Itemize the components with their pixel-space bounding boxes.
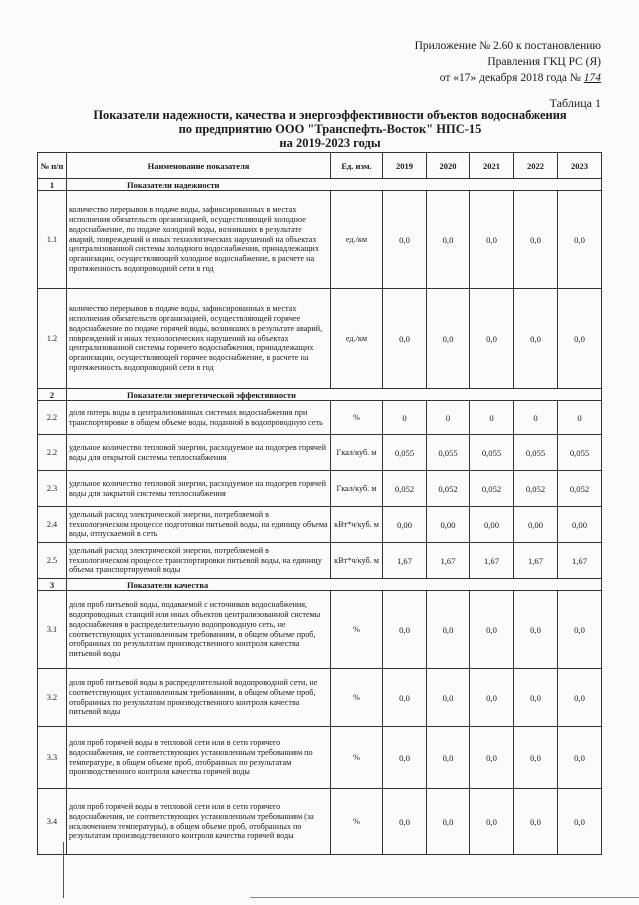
table-row — [38, 669, 602, 727]
table-row — [38, 591, 602, 669]
appendix-header — [415, 38, 601, 86]
row-value: 0,00 — [558, 507, 602, 543]
row-value: 0,0 — [514, 789, 558, 855]
header-num: № п/п — [38, 153, 67, 179]
row-value: 0,0 — [383, 727, 427, 789]
row-value: 0 — [558, 401, 602, 435]
row-value: 1,67 — [470, 543, 514, 579]
scan-edge-line — [63, 842, 64, 898]
row-value: 0,052 — [470, 471, 514, 507]
row-name: удельное количество тепловой энергии, расходуемое на подогрев горячей воды для открытой системы теплоснабжения — [67, 435, 331, 471]
title-line-2: по предприятию ООО "Транспефть-Восток" НПС-15 — [178, 122, 482, 136]
row-num: 2.2 — [38, 401, 67, 435]
row-unit: кВт*ч/куб. м — [331, 543, 383, 579]
header-year: 2023 — [558, 153, 602, 179]
section-num: 2 — [38, 389, 67, 401]
row-value: 0,0 — [514, 591, 558, 669]
row-value: 0,0 — [427, 191, 470, 289]
row-value: 0,0 — [427, 289, 470, 389]
table-row — [38, 789, 602, 855]
row-value: 0,0 — [470, 289, 514, 389]
row-num: 3.1 — [38, 591, 67, 669]
table-label: Таблица 1 — [549, 96, 601, 110]
row-num: 2.3 — [38, 471, 67, 507]
row-value: 0,0 — [427, 669, 470, 727]
indicators-table — [37, 152, 602, 855]
row-value: 0,0 — [470, 669, 514, 727]
row-value: 0,055 — [383, 435, 427, 471]
header-year: 2022 — [514, 153, 558, 179]
row-value: 1,67 — [514, 543, 558, 579]
table-row — [38, 727, 602, 789]
row-value: 0,0 — [427, 727, 470, 789]
row-value: 0 — [427, 401, 470, 435]
scan-edge-line — [250, 897, 639, 898]
row-value: 0,0 — [514, 669, 558, 727]
row-unit: кВт*ч/куб. м — [331, 507, 383, 543]
row-value: 0,0 — [558, 669, 602, 727]
row-name: доля потерь воды в централизованных системах водоснабжения при транспортировке в общем объеме воды, поданной в водопроводную сеть — [67, 401, 331, 435]
appendix-number: 174 — [583, 72, 601, 84]
row-num: 2.2 — [38, 435, 67, 471]
row-value: 0 — [514, 401, 558, 435]
title-line-1: Показатели надежности, качества и энергоэффективности объектов водоснабжения — [93, 108, 567, 122]
row-value: 0,0 — [470, 789, 514, 855]
table-row — [38, 543, 602, 579]
section-row — [38, 389, 602, 401]
section-row — [38, 579, 602, 591]
table-row — [38, 435, 602, 471]
table-row — [38, 507, 602, 543]
row-num: 3.3 — [38, 727, 67, 789]
appendix-line-2: Правления ГКЦ РС (Я) — [487, 56, 601, 68]
row-value: 0,052 — [514, 471, 558, 507]
row-value: 0,0 — [514, 727, 558, 789]
row-value: 0 — [470, 401, 514, 435]
row-num: 1.2 — [38, 289, 67, 389]
table-header-row — [38, 153, 602, 179]
row-num: 3.4 — [38, 789, 67, 855]
title-line-3: на 2019-2023 годы — [279, 136, 381, 150]
row-unit: % — [331, 591, 383, 669]
row-value: 0,0 — [470, 727, 514, 789]
row-value: 0,055 — [427, 435, 470, 471]
row-value: 0,0 — [558, 289, 602, 389]
row-value: 0,0 — [470, 191, 514, 289]
table-row — [38, 401, 602, 435]
row-unit: ед./км — [331, 289, 383, 389]
table-row — [38, 471, 602, 507]
row-value: 0,0 — [558, 727, 602, 789]
row-num: 1.1 — [38, 191, 67, 289]
section-name: Показатели качества — [67, 579, 602, 591]
row-value: 0,0 — [558, 591, 602, 669]
row-value: 0,0 — [383, 789, 427, 855]
row-value: 1,67 — [427, 543, 470, 579]
row-value: 0,0 — [383, 591, 427, 669]
row-value: 0,0 — [383, 289, 427, 389]
row-value: 0,052 — [427, 471, 470, 507]
appendix-line-3 — [415, 70, 601, 86]
row-unit: Гкал/куб. м — [331, 435, 383, 471]
row-num: 3.2 — [38, 669, 67, 727]
row-value: 0 — [383, 401, 427, 435]
section-name: Показатели энергетической эффективности — [67, 389, 602, 401]
section-num: 3 — [38, 579, 67, 591]
row-value: 1,67 — [383, 543, 427, 579]
row-unit: % — [331, 789, 383, 855]
row-name: доля проб питьевой воды в распределительной водопроводной сети, не соответствующих установленным требованиям, в общем объеме проб, отобранных по результатам производственного контроля качества питьевой воды — [67, 669, 331, 727]
appendix-date: от «17» декабря 2018 года № — [439, 72, 581, 84]
row-name: доля проб горячей воды в тепловой сети или в сети горячего водоснабжения, не соответствующих установленным требованиям (за исключением температуры), в общем объеме проб, отобранных по результатам производственного контроля качества горячей воды — [67, 789, 331, 855]
row-unit: % — [331, 727, 383, 789]
row-value: 0,0 — [383, 191, 427, 289]
table-body — [38, 179, 602, 855]
section-num: 1 — [38, 179, 67, 191]
row-name: удельный расход электрической энергии, потребляемой в технологическом процессе транспортировки питьевой воды, на единицу объема транспортируемой воды — [67, 543, 331, 579]
header-year: 2020 — [427, 153, 470, 179]
row-value: 0,0 — [427, 591, 470, 669]
table-row — [38, 191, 602, 289]
row-value: 0,052 — [558, 471, 602, 507]
row-value: 1,67 — [558, 543, 602, 579]
row-unit: ед./км — [331, 191, 383, 289]
row-value: 0,0 — [514, 191, 558, 289]
row-value: 0,055 — [514, 435, 558, 471]
row-name: удельный расход электрической энергии, потребляемой в технологическом процессе подготовки питьевой воды, на единицу объема воды, отпускаемой в сеть — [67, 507, 331, 543]
row-name: количество перерывов в подаче воды, зафиксированных в местах исполнения обязательств организацией, осуществляющей холодное водоснабжение, по подаче холодной воды, возникших в результате аварий, повреждений и иных технологических нарушений на объектах централизованной системы холодного водоснабжения, принадлежащих организации, осуществляющей холодное водоснабжение, в расчете на протяженность водопроводной сети в год — [67, 191, 331, 289]
row-value: 0,00 — [470, 507, 514, 543]
row-value: 0,0 — [427, 789, 470, 855]
row-value: 0,055 — [470, 435, 514, 471]
header-unit: Ед. изм. — [331, 153, 383, 179]
row-value: 0,052 — [383, 471, 427, 507]
header-name: Наименование показателя — [67, 153, 331, 179]
section-name: Показатели надежности — [67, 179, 602, 191]
row-value: 0,00 — [427, 507, 470, 543]
row-name: доля проб питьевой воды, подаваемой с источников водоснабжения, водопроводных станций или иных объектов централизованной системы водоснабжения в распределительную водопроводную сеть, не соответствующих установленным требованиям, в общем объеме проб, отобранных по результатам производственного контроля качества питьевой воды — [67, 591, 331, 669]
row-value: 0,0 — [514, 289, 558, 389]
row-value: 0,055 — [558, 435, 602, 471]
header-year: 2021 — [470, 153, 514, 179]
row-value: 0,0 — [558, 789, 602, 855]
row-value: 0,0 — [558, 191, 602, 289]
row-name: удельное количество тепловой энергии, расходуемое на подогрев горячей воды для закрытой системы теплоснабжения — [67, 471, 331, 507]
appendix-line-1: Приложение № 2.60 к постановлению — [414, 40, 601, 52]
row-num: 2.4 — [38, 507, 67, 543]
row-value: 0,00 — [383, 507, 427, 543]
table-row — [38, 289, 602, 389]
row-value: 0,0 — [383, 669, 427, 727]
header-year: 2019 — [383, 153, 427, 179]
row-num: 2.5 — [38, 543, 67, 579]
row-value: 0,0 — [470, 591, 514, 669]
row-unit: % — [331, 401, 383, 435]
document-title — [60, 108, 600, 150]
section-row — [38, 179, 602, 191]
row-unit: % — [331, 669, 383, 727]
row-name: доля проб горячей воды в тепловой сети или в сети горячего водоснабжения, не соответствующих установленным требованиям по температуре, в общем объеме проб, отобранных по результатам производственного контроля качества горячей воды — [67, 727, 331, 789]
row-name: количество перерывов в подаче воды, зафиксированных в местах исполнения обязательств организацией, осуществляющей горячее водоснабжение по подаче горячей воды, возникших в результате аварий, повреждений и иных технологических нарушений на объектах централизованной системы горячего водоснабжения, принадлежащих организации, осуществляющей горячее водоснабжение, в расчете на протяженность водопроводной сети в год — [67, 289, 331, 389]
row-value: 0,00 — [514, 507, 558, 543]
row-unit: Гкал/куб. м — [331, 471, 383, 507]
